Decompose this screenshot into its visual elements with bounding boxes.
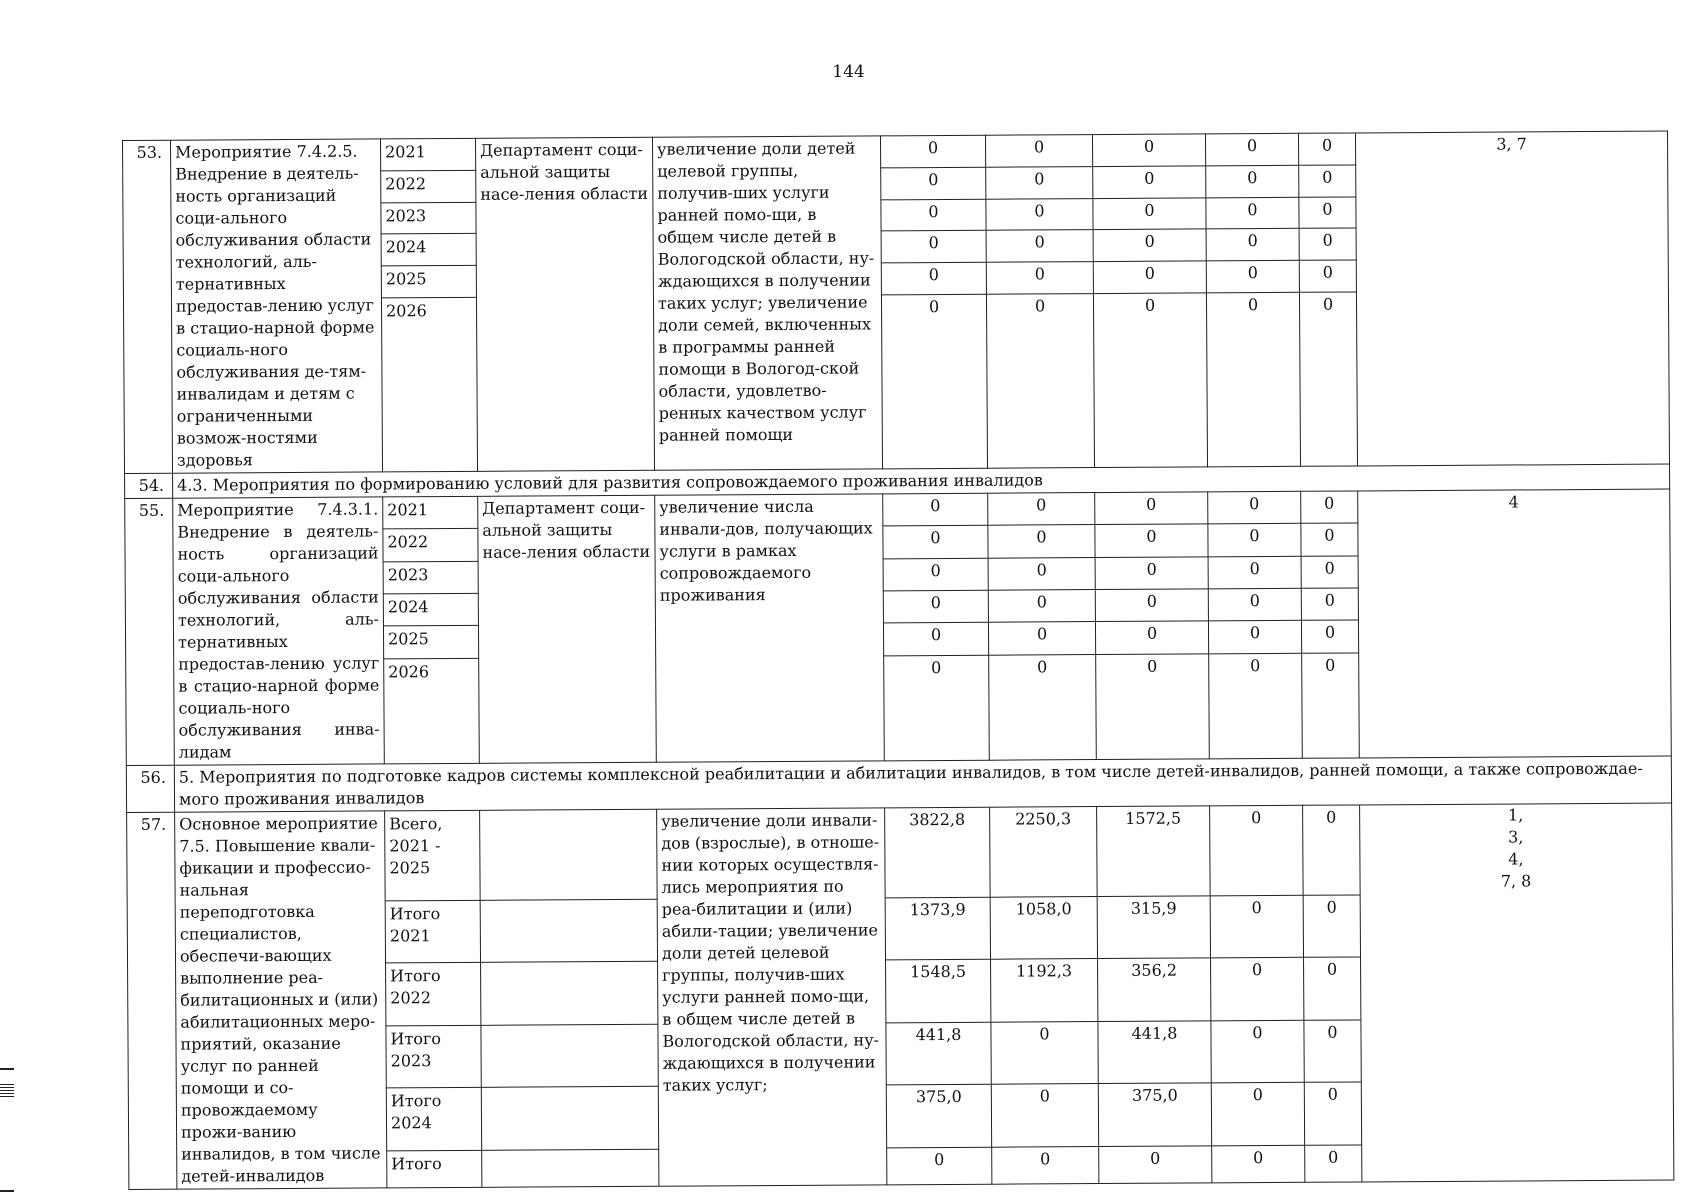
value-cell: 0	[992, 1146, 1099, 1184]
year-cell: 2022	[383, 529, 478, 562]
executor-cell	[481, 962, 658, 1025]
value-cell: 0	[881, 167, 986, 199]
value-cell: 0	[1206, 165, 1299, 197]
reference-numbers: 4	[1358, 489, 1672, 758]
value-cell: 0	[1208, 588, 1301, 621]
value-cell: 0	[1099, 1145, 1212, 1183]
year-cell: 2022	[381, 170, 476, 202]
table-row	[127, 803, 1673, 902]
value-cell: 0	[1299, 196, 1356, 228]
year-cell: 2025	[383, 626, 478, 659]
value-cell: 0	[883, 590, 988, 623]
page-number: 144	[832, 62, 865, 82]
measure-name: Основное мероприятие 7.5. Повышение квали-фикации и профессио-нальная переподготовка специалистов, обеспечи-вающих выполнение реа-билитационных и (или) абилитационных меро-приятий, оказание услуг по ранней помощи и со-провождаемому прожи-ванию инвалидов, в том числе детей-инвалидов	[175, 811, 387, 1189]
value-cell: 0	[1299, 260, 1356, 292]
value-cell: 0	[1206, 229, 1299, 261]
scan-mark	[0, 1190, 14, 1192]
year-cell: Итого 2022	[386, 963, 481, 1026]
year-cell: 2024	[383, 593, 478, 626]
measure-name: Мероприятие 7.4.2.5. Внедрение в деятель-ность организаций соци-ального обслуживания области технологий, аль-тернативных предостав-лению услуг в стацио-нарной форме социаль-ного обслуживания де-тям-инвалидам и детям с ограниченными возмож-ностями здоровья	[171, 139, 383, 473]
row-number: 55.	[125, 498, 175, 765]
value-cell: 375,0	[886, 1084, 991, 1147]
value-cell: 0	[1095, 524, 1208, 557]
value-cell: 1192,3	[991, 959, 1098, 1022]
year-cell: Итого 2023	[386, 1025, 481, 1088]
value-cell: 0	[881, 199, 986, 231]
value-cell: 0	[991, 1084, 1098, 1147]
value-cell: 0	[988, 590, 1095, 623]
value-cell: 0	[1301, 588, 1358, 621]
section-title: 5. Мероприятия по подготовке кадров системы комплексной реабилитации и абилитации инвалидов, в том числе детей-инвалидов, ранней помощи, а также сопровождае-мого проживания инвалидов	[174, 756, 1671, 812]
value-cell: 0	[988, 525, 1095, 558]
value-cell: 0	[1095, 492, 1208, 525]
value-cell: 0	[1206, 197, 1299, 229]
value-cell: 0	[1093, 293, 1207, 468]
value-cell: 0	[1299, 292, 1357, 467]
value-cell: 0	[881, 231, 986, 263]
year-cell: Итого 2021	[385, 900, 480, 963]
executor: Департамент соци-альной защиты насе-ления области	[478, 495, 657, 763]
indicator: увеличение числа инвали-дов, получающих услуги в рамках сопровождаемого проживания	[655, 494, 885, 762]
value-cell: 0	[1303, 895, 1360, 958]
year-cell: 2026	[381, 297, 477, 472]
value-cell: 0	[988, 493, 1095, 526]
value-cell: 0	[1302, 653, 1360, 759]
year-cell: Итого	[387, 1150, 482, 1188]
row-number: 56.	[126, 765, 174, 812]
executor-cell	[481, 1024, 658, 1087]
value-cell: 0	[881, 294, 987, 469]
value-cell: 0	[1208, 556, 1301, 589]
value-cell: 0	[986, 262, 1093, 294]
value-cell: 0	[988, 622, 1095, 655]
section-title: 4.3. Мероприятия по формированию условий для развития сопровождаемого проживания инвалидов	[173, 464, 1670, 498]
value-cell: 356,2	[1098, 958, 1211, 1021]
year-cell: Всего, 2021 - 2025	[385, 810, 481, 900]
value-cell: 0	[1209, 653, 1303, 759]
value-cell: 0	[1211, 1082, 1304, 1145]
value-cell: 0	[880, 135, 985, 167]
value-cell: 0	[991, 1021, 1098, 1084]
value-cell: 0	[883, 622, 988, 655]
measures-table	[122, 131, 1674, 1190]
value-cell: 0	[887, 1147, 992, 1185]
value-cell: 0	[986, 293, 1094, 468]
scan-mark	[0, 1068, 14, 1070]
value-cell: 375,0	[1098, 1083, 1211, 1146]
value-cell: 0	[988, 557, 1095, 590]
value-cell: 0	[1205, 133, 1298, 165]
value-cell: 0	[883, 526, 988, 559]
value-cell: 0	[986, 198, 1093, 230]
value-cell: 0	[1096, 653, 1210, 759]
value-cell: 0	[1093, 166, 1206, 198]
executor	[480, 809, 658, 900]
value-cell: 3822,8	[885, 807, 991, 898]
value-cell: 0	[1095, 621, 1208, 654]
value-cell: 0	[1301, 491, 1358, 524]
value-cell: 0	[1299, 165, 1356, 197]
value-cell: 0	[1092, 134, 1205, 166]
row-number: 57.	[127, 812, 177, 1189]
year-cell: 2021	[380, 138, 475, 170]
reference-numbers: 3, 7	[1355, 131, 1669, 466]
value-cell: 441,8	[886, 1022, 991, 1085]
value-cell: 441,8	[1098, 1021, 1211, 1084]
row-number: 54.	[125, 473, 173, 498]
value-cell: 0	[989, 654, 1097, 760]
value-cell: 1058,0	[990, 896, 1097, 959]
value-cell: 0	[1304, 957, 1361, 1020]
indicator: увеличение доли инвали-дов (взрослые), в отноше-нии которых осуществля-лись мероприятия по реа-билитации и (или) абили-тации; увеличение доли детей целевой группы, получив-ших услуги ранней помо-щи, в общем числе детей в Вологодской области, ну-ждающихся в получении таких услуг;	[657, 808, 887, 1186]
reference-numbers: 1, 3, 4, 7, 8	[1360, 803, 1674, 1182]
value-cell: 0	[986, 166, 1093, 198]
value-cell: 0	[1301, 620, 1358, 653]
value-cell: 0	[881, 262, 986, 294]
value-cell: 0	[986, 230, 1093, 262]
value-cell: 0	[883, 558, 988, 591]
scan-mark	[0, 1084, 14, 1098]
value-cell: 1548,5	[886, 959, 991, 1022]
executor: Департамент соци-альной защиты насе-ления области	[475, 137, 654, 471]
value-cell: 0	[1210, 805, 1304, 895]
value-cell: 0	[1212, 1145, 1305, 1183]
year-cell: 2023	[383, 561, 478, 594]
value-cell: 0	[1211, 1020, 1304, 1083]
value-cell: 0	[1208, 491, 1301, 524]
executor-cell	[480, 899, 657, 962]
executor-cell	[482, 1149, 659, 1188]
measure-name: Мероприятие 7.4.3.1. Внедрение в деятель-ность организаций соци-ального обслуживания области технологий, аль-тернативных предостав-лению услуг в стацио-нарной форме социаль-ного обслуживания инва-лидам	[173, 497, 385, 765]
value-cell: 0	[1301, 556, 1358, 589]
value-cell: 0	[1305, 1144, 1362, 1182]
year-cell: 2021	[383, 496, 478, 529]
value-cell: 0	[883, 493, 988, 526]
year-cell: 2024	[381, 234, 476, 266]
value-cell: 0	[1206, 292, 1300, 467]
table-row	[123, 131, 1668, 172]
value-cell: 1572,5	[1097, 806, 1211, 897]
value-cell: 0	[1211, 958, 1304, 1021]
value-cell: 0	[1299, 228, 1356, 260]
row-number: 53.	[123, 140, 173, 473]
value-cell: 2250,3	[990, 807, 1098, 898]
value-cell: 0	[1298, 133, 1355, 165]
value-cell: 0	[1210, 895, 1303, 958]
value-cell: 0	[1303, 805, 1361, 895]
value-cell: 0	[884, 655, 990, 761]
value-cell: 0	[1304, 1082, 1361, 1145]
value-cell: 0	[1093, 197, 1206, 229]
year-cell: 2023	[381, 202, 476, 234]
value-cell: 315,9	[1097, 896, 1210, 959]
value-cell: 0	[1093, 229, 1206, 261]
year-cell: 2025	[381, 265, 476, 297]
value-cell: 0	[1208, 621, 1301, 654]
measures-table-sheet	[122, 131, 1673, 1186]
indicator: увеличение доли детей целевой группы, получив-ших услуги ранней помо-щи, в общем числе детей в Вологодской области, ну-ждающихся в получении таких услуг; увеличение доли семей, включенных в программы ранней помощи в Вологод-ской области, удовлетво-ренных качеством услуг ранней помощи	[652, 136, 882, 470]
value-cell: 0	[1206, 260, 1299, 292]
executor-cell	[481, 1086, 658, 1149]
value-cell: 0	[1208, 524, 1301, 557]
value-cell: 0	[1304, 1020, 1361, 1083]
value-cell: 0	[1093, 261, 1206, 293]
value-cell: 0	[985, 135, 1092, 167]
value-cell: 0	[1301, 523, 1358, 556]
value-cell: 0	[1095, 589, 1208, 622]
year-cell: Итого 2024	[386, 1087, 481, 1150]
year-cell: 2026	[384, 658, 480, 764]
value-cell: 0	[1095, 556, 1208, 589]
value-cell: 1373,9	[885, 897, 990, 960]
